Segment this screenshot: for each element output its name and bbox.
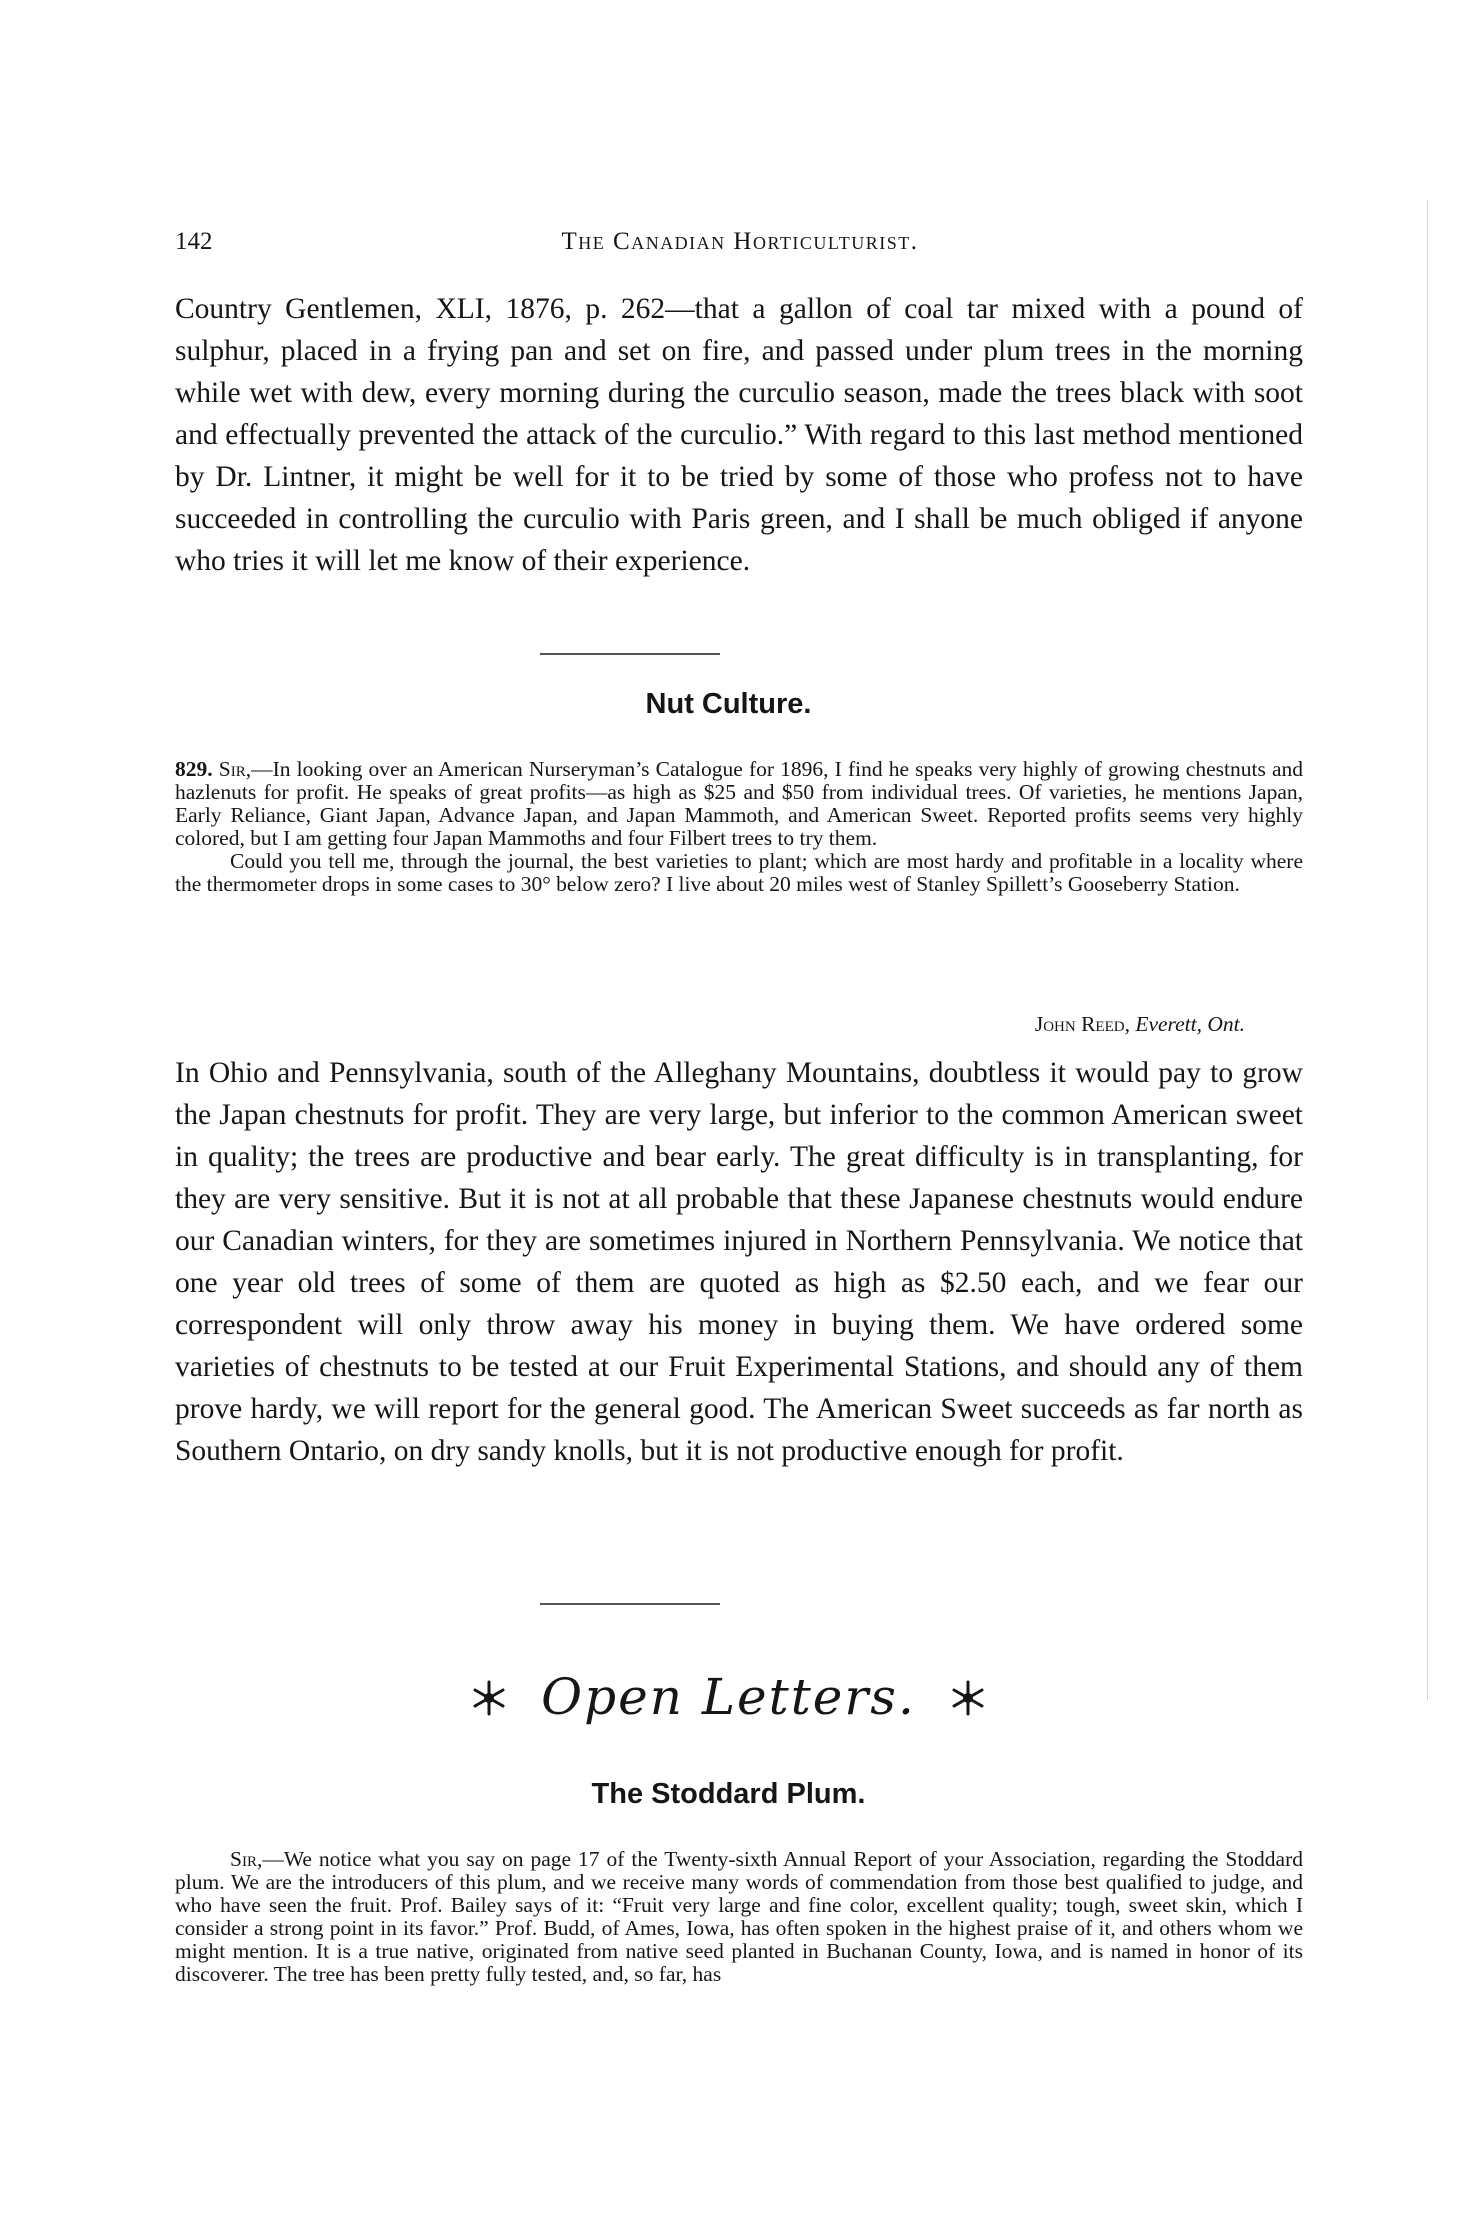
section-divider (540, 653, 720, 655)
letter-salutation: Sir, (230, 1847, 263, 1871)
page-header (175, 228, 1305, 268)
open-letters-title: Open Letters. (541, 1668, 916, 1726)
letter-signature (600, 1012, 1245, 1037)
signature-name: John Reed, (1034, 1012, 1130, 1036)
heading-stoddard-plum: The Stoddard Plum. (591, 1778, 866, 1810)
letter-paragraph: Could you tell me, through the journal, the best varieties to plant; which are most hardy and profitable in a locality where the thermometer drops in some cases to 30° below zero? I live about 20 miles west of Stanley Spillett’s Gooseberry Station. (175, 849, 1303, 896)
open-letters-banner (0, 1668, 1457, 1726)
letter-paragraph: —We notice what you say on page 17 of the Twenty-sixth Annual Report of your Association, regarding the Stoddard plum. We are the introducers of this plum, and we receive many words of commendation from those best qualified to judge, and who have seen the fruit. Prof. Bailey says of it: “Fruit very large and fine color, excellent quality; tough, sweet skin, which I consider a strong point in its favor.” Prof. Budd, of Ames, Iowa, has often spoken in the highest praise of it, and others whom we might mention. It is a true native, originated from native seed planted in Buchanan County, Iowa, and is named in honor of its discoverer. The tree has been pretty fully tested, and, so far, has (175, 1847, 1303, 1986)
heading-nut-culture: Nut Culture. (645, 688, 812, 720)
signature-place: Everett, Ont. (1135, 1012, 1245, 1036)
editorial-reply: In Ohio and Pennsylvania, south of the Alleghany Mountains, doubtless it would pay to grow the Japan chestnuts for profit. They are very large, but inferior to the common American sweet in quality; the trees are productive and bear early. The great difficulty is in transplanting, for they are very sensitive. But it is not at all probable that these Japanese chestnuts would endure our Canadian winters, for they are sometimes injured in Northern Pennsylvania. We notice that one year old trees of some of them are quoted as high as $2.50 each, and we fear our correspondent will only throw away his money in buying them. We have ordered some varieties of chestnuts to be tested at our Fruit Experimental Stations, and should any of them prove hardy, we will report for the general good. The American Sweet succeeds as far north as Southern Ontario, on dry sandy knolls, but it is not productive enough for profit. (175, 1057, 1303, 1467)
page-edge-line (1427, 200, 1428, 1700)
asterisk-ornament-icon (471, 1680, 507, 1716)
letter-stoddard-plum (175, 1848, 1303, 1986)
paragraph-curculio: Country Gentlemen, XLI, 1876, p. 262—that a gallon of coal tar mixed with a pound of sulphur, placed in a frying pan and set on fire, and passed under plum trees in the morning while wet with dew, every morning during the curculio season, made the trees black with soot and effectually prevented the attack of the curculio.” With regard to this last method mentioned by Dr. Lintner, it might be well for it to be tried by some of those who profess not to have succeeded in controlling the curculio with Paris green, and I shall be much obliged if anyone who tries it will let me know of their experience. (175, 293, 1303, 577)
letter-salutation: Sir, (218, 757, 252, 781)
letter-nut-culture (175, 758, 1303, 896)
running-title: The Canadian Horticulturist. (561, 228, 919, 255)
letter-paragraph: —In looking over an American Nurseryman’s Catalogue for 1896, I find he speaks very highly of growing chestnuts and hazlenuts for profit. He speaks of great profits—as high as $25 and $50 from individual trees. Of varieties, he mentions Japan, Early Reliance, Giant Japan, Advance Japan, and Japan Mammoth, and American Sweet. Reported profits seems very highly colored, but I am getting four Japan Mammoths and four Filbert trees to try them. (175, 757, 1303, 850)
section-divider (540, 1603, 720, 1605)
letter-number: 829. (175, 757, 213, 781)
page-number: 142 (175, 228, 213, 255)
asterisk-ornament-icon (950, 1680, 986, 1716)
